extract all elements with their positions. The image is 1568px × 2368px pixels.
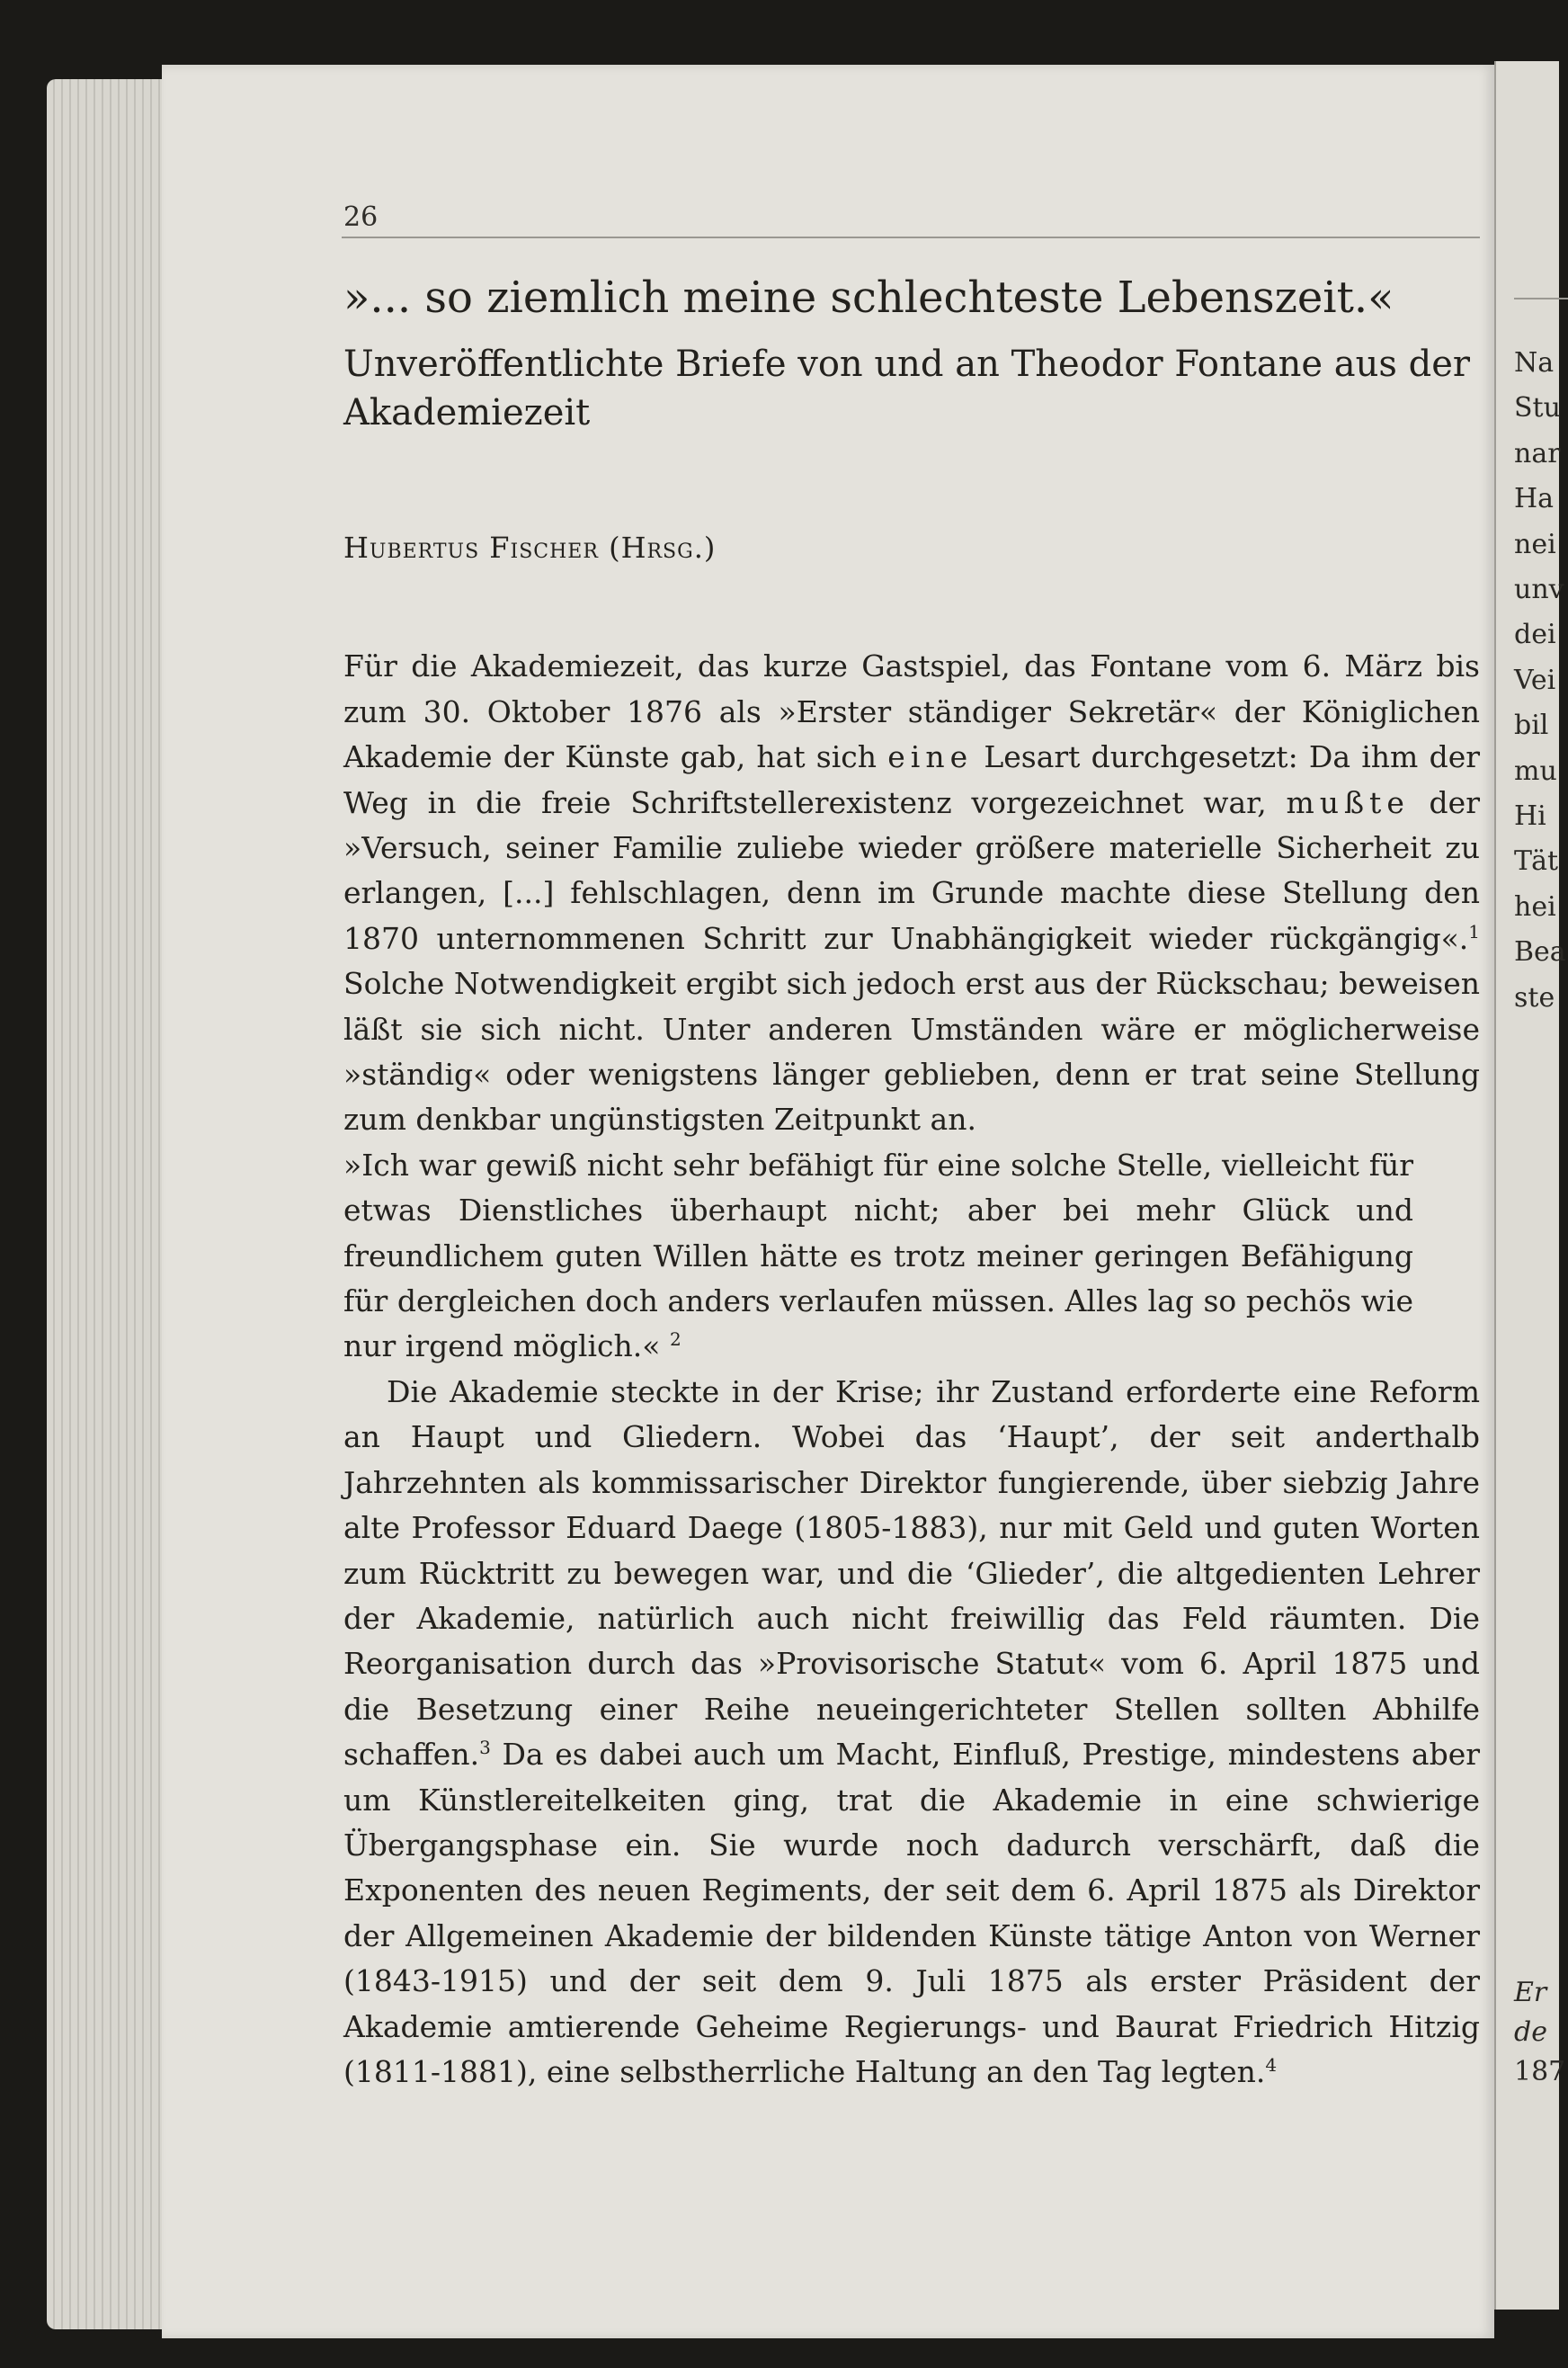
facing-footer-line: Er [1514,1977,1547,2008]
paragraph-1-part-b: Lesart durchgesetzt: Da ihm der Weg in die freie Schriftstellerexistenz vorgezeichnet war, [343,739,1480,820]
paragraph-1-part-c: der »Versuch, seiner Familie zuliebe wieder größere materielle Sicherheit zu erlangen, [...] fehlschlagen, denn im Grunde machte diese Stellung den 1870 unternommenen Schritt zur Unabhängigkeit wieder rückgängig«. [343,784,1480,956]
emphasis-eine: eine [887,739,974,775]
facing-line: nar [1514,437,1561,469]
paragraph-2-part-b: Da es dabei auch um Macht, Einfluß, Prestige, mindestens aber um Künstlereitelkeiten ging, trat die Akademie in eine schwierige Übergangsphase ein. Sie wurde noch dadurch verschärft, daß die Exponenten des neuen Regiments, der seit dem 6. April 1875 als Direktor der Allgemeinen Akademie der bildenden Künste tätige Anton von Werner (1843-1915) und der seit dem 9. Juli 1875 als erster Präsident der Akademie amtierende Geheime Regierungs- und Baurat Friedrich Hitzig (1811-1881), eine selbstherrliche Haltung an den Tag legten. [343,1737,1480,2089]
article-title: »... so ziemlich meine schlechteste Lebenszeit.« [343,273,1394,323]
paragraph-2-part-a: Die Akademie steckte in der Krise; ihr Zustand erforderte eine Reform an Haupt und Gliedern. Wobei das ‘Haupt’, der seit anderthalb Jahrzehnten als kommissarischer Direktor fungierende, über siebzig Jahre alte Professor Eduard Daege (1805-1883), nur mit Geld und guten Worten zum Rücktritt zu bewegen war, und die ‘Glieder’, die altgedienten Lehrer der Akademie, natürlich auch nicht freiwillig das Feld räumten. Die Reorganisation durch das »Provisorische Statut« vom 6. April 1875 und die Besetzung einer Reihe neueingerichteter Stellen sollten Abhilfe schaffen. [343,1373,1480,1773]
block-quote [343,1143,1413,1370]
paragraph-2 [343,1370,1480,2095]
paragraph-1 [343,644,1480,1142]
footnote-ref-1: 1 [1468,920,1480,943]
page-number: 26 [343,201,379,233]
article [343,270,1480,2095]
facing-line: bil [1514,710,1549,742]
facing-line: Ha [1514,483,1555,515]
facing-footer-line: de [1514,2016,1547,2048]
facing-header-rule [1514,298,1568,299]
footnote-ref-4: 4 [1265,2053,1278,2076]
paragraph-1-part-a: Für die Akademiezeit, das kurze Gastspiel, das Fontane vom 6. März bis zum 30. Oktober 1876 als »Erster ständiger Sekretär« der Königlichen Akademie der Künste gab, hat sich [343,648,1480,775]
facing-line: Tät [1514,845,1559,878]
facing-line: Stu [1514,392,1561,424]
facing-line: Na [1514,347,1555,379]
paragraph-1-part-d: Solche Notwendigkeit ergibt sich jedoch erst aus der Rückschau; beweisen läßt sie sich nicht. Unter anderen Umständen wäre er möglicherweise »ständig« oder wenigstens länger geblieben, denn er trat seine Stellung zum denkbar ungünstigsten Zeitpunkt an. [343,966,1480,1138]
header-rule [342,237,1480,238]
article-subtitle: Unveröffentlichte Briefe von und an Theodor Fontane aus der Akademiezeit [343,344,1471,434]
footnote-ref-2: 2 [669,1328,682,1351]
facing-line: dei [1514,619,1556,651]
facing-line: Vei [1514,664,1556,696]
article-body [343,644,1480,2095]
article-author: Hubertus Fischer (Hrsg.) [343,531,717,566]
footnote-ref-3: 3 [479,1737,491,1759]
facing-page [1494,61,1566,2310]
book-page-stack [47,79,164,2329]
facing-line: mu [1514,755,1557,787]
emphasis-musste: mußte [1286,784,1410,820]
facing-line: ste [1514,981,1555,1014]
facing-line: nei [1514,528,1556,560]
facing-line: Bea [1514,936,1566,969]
facing-footer-line: 187 [1514,2056,1566,2087]
facing-line: hei [1514,890,1556,923]
facing-line: unv [1514,574,1564,605]
quote-text: »Ich war gewiß nicht sehr befähigt für eine solche Stelle, vielleicht für etwas Dienstliches überhaupt nicht; aber bei mehr Glück und freundlichem guten Willen hätte es trotz meiner geringen Befähigung für dergleichen doch anders verlaufen müssen. Alles lag so pechös wie nur irgend möglich.« [343,1147,1413,1364]
facing-line: Hi [1514,800,1546,832]
